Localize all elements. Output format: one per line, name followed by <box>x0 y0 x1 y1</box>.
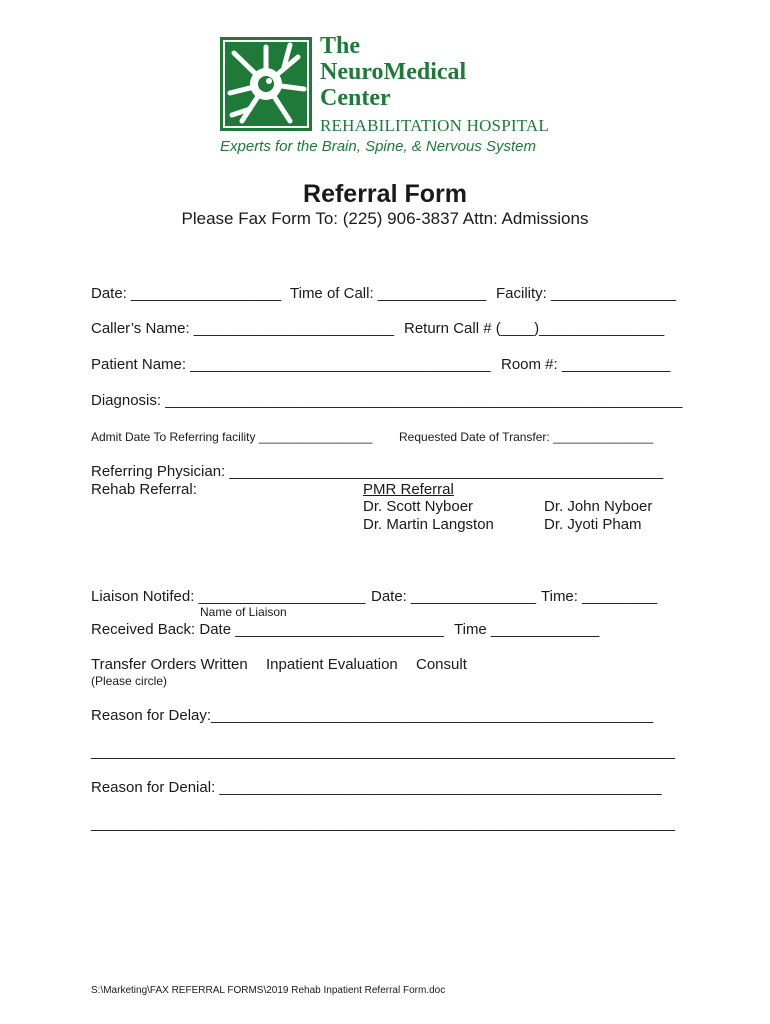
logo-line-1: The <box>320 33 361 59</box>
facility-field[interactable]: Facility: _______________ <box>496 285 677 302</box>
return-call-field[interactable]: Return Call # (____)_______________ <box>404 320 665 337</box>
reason-for-denial-field[interactable]: Reason for Denial: _____________________________________________________ <box>91 779 662 796</box>
reason-for-delay-line-2[interactable]: ______________________________________________________________________ <box>91 743 675 760</box>
option-transfer-orders[interactable]: Transfer Orders Written <box>91 656 248 673</box>
referring-physician-field[interactable]: Referring Physician: ____________________________________________________ <box>91 463 664 480</box>
date-field[interactable]: Date: __________________ <box>91 285 282 302</box>
footer-file-path: S:\Marketing\FAX REFERRAL FORMS\2019 Rehab Inpatient Referral Form.doc <box>91 985 446 996</box>
liaison-date-field[interactable]: Date: _______________ <box>371 588 537 605</box>
reason-for-denial-line-2[interactable]: ______________________________________________________________________ <box>91 815 675 832</box>
name-of-liaison-caption: Name of Liaison <box>200 605 287 619</box>
received-back-time-field[interactable]: Time _____________ <box>454 621 600 638</box>
callers-name-field[interactable]: Caller’s Name: ________________________ <box>91 320 395 337</box>
logo-line-2: NeuroMedical <box>320 59 467 85</box>
doctor-option[interactable]: Dr. John Nyboer <box>544 498 653 515</box>
form-title: Referral Form <box>303 180 467 208</box>
room-field[interactable]: Room #: _____________ <box>501 356 671 373</box>
received-back-date-field[interactable]: Received Back: Date _________________________ <box>91 621 444 638</box>
option-inpatient-evaluation[interactable]: Inpatient Evaluation <box>266 656 398 673</box>
admit-date-field[interactable]: Admit Date To Referring facility _________________ <box>91 430 373 444</box>
time-of-call-field[interactable]: Time of Call: _____________ <box>290 285 487 302</box>
fax-instructions: Please Fax Form To: (225) 906-3837 Attn: Admissions <box>181 209 589 228</box>
doctor-option[interactable]: Dr. Martin Langston <box>363 516 494 533</box>
logo-tagline: Experts for the Brain, Spine, & Nervous System <box>220 138 536 155</box>
liaison-time-field[interactable]: Time: _________ <box>541 588 658 605</box>
doctor-option[interactable]: Dr. Scott Nyboer <box>363 498 474 515</box>
liaison-notified-field[interactable]: Liaison Notifed: ____________________ <box>91 588 366 605</box>
please-circle-caption: (Please circle) <box>91 674 168 688</box>
pmr-referral-heading: PMR Referral <box>363 481 454 498</box>
logo-subtitle: REHABILITATION HOSPITAL <box>320 116 549 135</box>
requested-date-field[interactable]: Requested Date of Transfer: _______________ <box>399 430 654 444</box>
doctor-option[interactable]: Dr. Jyoti Pham <box>544 516 642 533</box>
rehab-referral-label: Rehab Referral: <box>91 481 197 498</box>
diagnosis-field[interactable]: Diagnosis: ______________________________________________________________ <box>91 392 683 409</box>
neuron-icon <box>220 37 312 131</box>
reason-for-delay-field[interactable]: Reason for Delay:_____________________________________________________ <box>91 707 654 724</box>
option-consult[interactable]: Consult <box>416 656 467 673</box>
logo-line-3: Center <box>320 85 391 111</box>
patient-name-field[interactable]: Patient Name: ____________________________________ <box>91 356 491 373</box>
